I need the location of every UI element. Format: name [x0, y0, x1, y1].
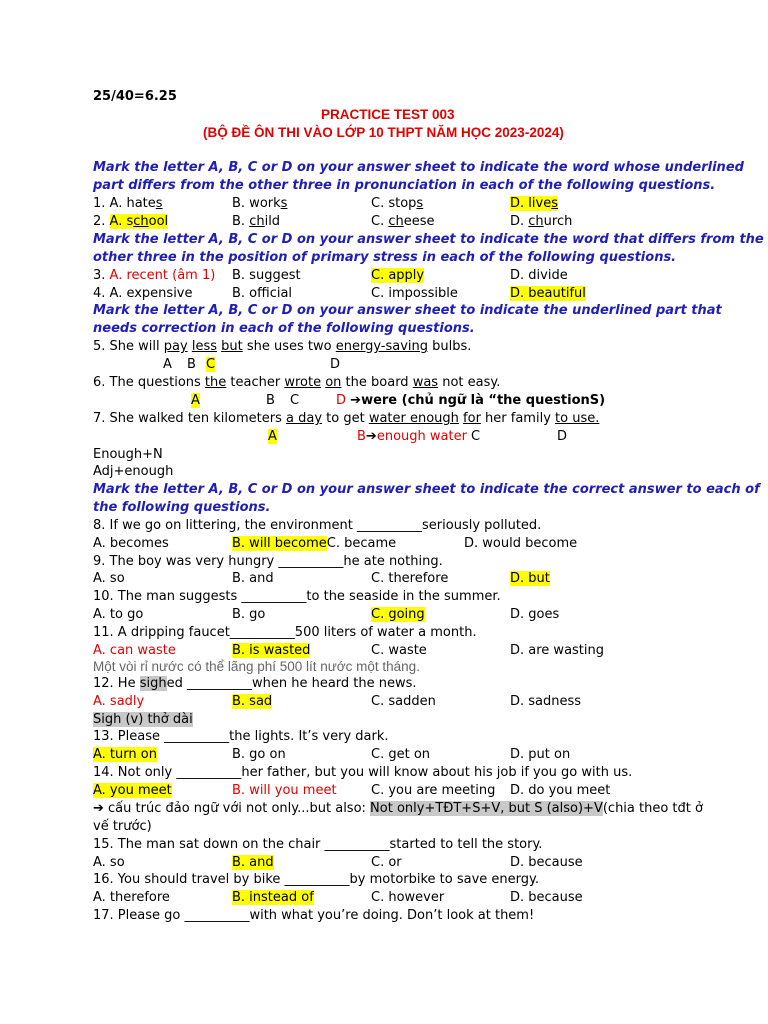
- score: 25/40=6.25: [93, 89, 177, 104]
- question-9-stem: 9. The boy was very hungry __________he ate nothing.: [93, 554, 443, 569]
- instruction-correction-2: needs correction in each of the following questions.: [93, 321, 475, 336]
- q6-label-d: D ➔were (chủ ngữ là “the questionS): [336, 393, 606, 408]
- q15-option-c: C. or: [371, 855, 402, 870]
- q16-option-c: C. however: [371, 890, 445, 905]
- instruction-stress-1: Mark the letter A, B, C or D on your answer sheet to indicate the word that differs from the: [93, 232, 764, 247]
- q5-label-d: D: [330, 357, 341, 372]
- q5-label-b: B: [187, 357, 196, 372]
- q4-option-d: D. beautiful: [510, 286, 586, 301]
- q11-option-a: A. can waste: [93, 643, 176, 658]
- instruction-pronunciation-2: part differs from the other three in pronunciation in each of the following questions.: [93, 178, 716, 193]
- q3-option-b: B. suggest: [232, 268, 301, 283]
- q8-option-d: D. would become: [464, 536, 578, 551]
- q10-option-c: C. going: [371, 607, 425, 622]
- q9-option-a: A. so: [93, 571, 125, 586]
- q3-option-a: 3. A. recent (âm 1): [93, 268, 216, 283]
- question-15-stem: 15. The man sat down on the chair __________started to tell the story.: [93, 837, 543, 852]
- test-title: PRACTICE TEST 003: [321, 107, 455, 122]
- q12-option-c: C. sadden: [371, 694, 436, 709]
- q2-option-a: 2. A. school: [93, 214, 169, 229]
- q3-option-d: D. divide: [510, 268, 568, 283]
- q14-option-a: A. you meet: [93, 783, 172, 798]
- q14-grammar-note: ➔ cấu trúc đảo ngữ với not only...but also: Not only+TĐT+S+V, but S (also)+V(chia theo tđt ở: [93, 801, 703, 816]
- q1-option-c: C. stops: [371, 196, 424, 211]
- q9-option-b: B. and: [232, 571, 274, 586]
- question-7-stem: 7. She walked ten kilometers a day to get water enough for her family to use.: [93, 411, 600, 426]
- q4-option-b: B. official: [232, 286, 293, 301]
- instruction-correct-answer-2: the following questions.: [93, 500, 271, 515]
- note-enough-n: Enough+N: [93, 447, 163, 462]
- q7-label-d: D: [557, 429, 568, 444]
- instruction-correct-answer-1: Mark the letter A, B, C or D on your answer sheet to indicate the correct answer to each of: [93, 482, 760, 497]
- q2-option-b: B. child: [232, 214, 281, 229]
- q14-option-c: C. you are meeting: [371, 783, 496, 798]
- q8-option-a: A. becomes: [93, 536, 169, 551]
- q2-option-c: C. cheese: [371, 214, 435, 229]
- q16-option-a: A. therefore: [93, 890, 170, 905]
- q2-option-d: D. church: [510, 214, 573, 229]
- question-5-stem: 5. She will pay less but she uses two energy-saving bulbs.: [93, 339, 472, 354]
- q8-option-b: B. will becomeC. became: [232, 536, 397, 551]
- question-11-stem: 11. A dripping faucet__________500 liters of water a month.: [93, 625, 477, 640]
- q9-option-d: D. but: [510, 571, 550, 586]
- q1-option-a: 1. A. hates: [93, 196, 163, 211]
- q10-option-d: D. goes: [510, 607, 560, 622]
- q14-grammar-note-2: vế trước): [93, 819, 152, 834]
- q4-option-a: 4. A. expensive: [93, 286, 193, 301]
- q7-label-b: B➔enough water C: [357, 429, 481, 444]
- instruction-correction-1: Mark the letter A, B, C or D on your answer sheet to indicate the underlined part that: [93, 303, 722, 318]
- question-16-stem: 16. You should travel by bike __________by motorbike to save energy.: [93, 872, 539, 887]
- q10-option-a: A. to go: [93, 607, 144, 622]
- q6-label-a: A: [191, 393, 200, 408]
- instruction-stress-2: other three in the position of primary stress in each of the following questions.: [93, 250, 677, 265]
- q12-vocab-note: Sigh (v) thở dài: [93, 712, 193, 727]
- q13-option-a: A. turn on: [93, 747, 157, 762]
- question-14-stem: 14. Not only __________her father, but you will know about his job if you go with us.: [93, 765, 633, 780]
- q12-option-d: D. sadness: [510, 694, 582, 709]
- instruction-pronunciation-1: Mark the letter A, B, C or D on your answer sheet to indicate the word whose underlined: [93, 160, 744, 175]
- q11-option-c: C. waste: [371, 643, 427, 658]
- question-17-stem: 17. Please go __________with what you’re doing. Don’t look at them!: [93, 908, 535, 923]
- q14-option-d: D. do you meet: [510, 783, 611, 798]
- q12-option-a: A. sadly: [93, 694, 145, 709]
- q10-option-b: B. go: [232, 607, 266, 622]
- q3-option-c: C. apply: [371, 268, 425, 283]
- q13-option-c: C. get on: [371, 747, 431, 762]
- q1-option-b: B. works: [232, 196, 288, 211]
- question-8-stem: 8. If we go on littering, the environment __________seriously polluted.: [93, 518, 542, 533]
- q11-option-b: B. is wasted: [232, 643, 311, 658]
- question-10-stem: 10. The man suggests __________to the seaside in the summer.: [93, 589, 501, 604]
- q7-label-a: A: [268, 429, 277, 444]
- q12-option-b: B. sad: [232, 694, 273, 709]
- q16-option-d: D. because: [510, 890, 583, 905]
- q15-option-a: A. so: [93, 855, 125, 870]
- q15-option-b: B. and: [232, 855, 274, 870]
- q1-option-d: D. lives: [510, 196, 558, 211]
- question-6-stem: 6. The questions the teacher wrote on the board was not easy.: [93, 375, 501, 390]
- q16-option-b: B. instead of: [232, 890, 314, 905]
- q5-label-c: C: [206, 357, 216, 372]
- q4-option-c: C. impossible: [371, 286, 458, 301]
- q6-correction-note: were (chủ ngữ là “the questionS): [361, 393, 606, 408]
- q13-option-b: B. go on: [232, 747, 286, 762]
- arrow-icon: ➔: [93, 801, 104, 816]
- q5-label-a: A: [163, 357, 172, 372]
- q11-translation-note: Một vòi rỉ nước có thể lãng phí 500 lít nước một tháng.: [93, 659, 420, 674]
- q6-label-c: C: [290, 393, 300, 408]
- test-subtitle: (BỘ ĐỀ ÔN THI VÀO LỚP 10 THPT NĂM HỌC 2023-2024): [203, 125, 564, 140]
- question-13-stem: 13. Please __________the lights. It’s very dark.: [93, 729, 389, 744]
- q6-label-b: B: [266, 393, 275, 408]
- q9-option-c: C. therefore: [371, 571, 449, 586]
- question-12-stem: 12. He sighed __________when he heard the news.: [93, 676, 417, 691]
- q11-option-d: D. are wasting: [510, 643, 605, 658]
- q14-option-b: B. will you meet: [232, 783, 337, 798]
- note-adj-enough: Adj+enough: [93, 464, 174, 479]
- q13-option-d: D. put on: [510, 747, 571, 762]
- q15-option-d: D. because: [510, 855, 583, 870]
